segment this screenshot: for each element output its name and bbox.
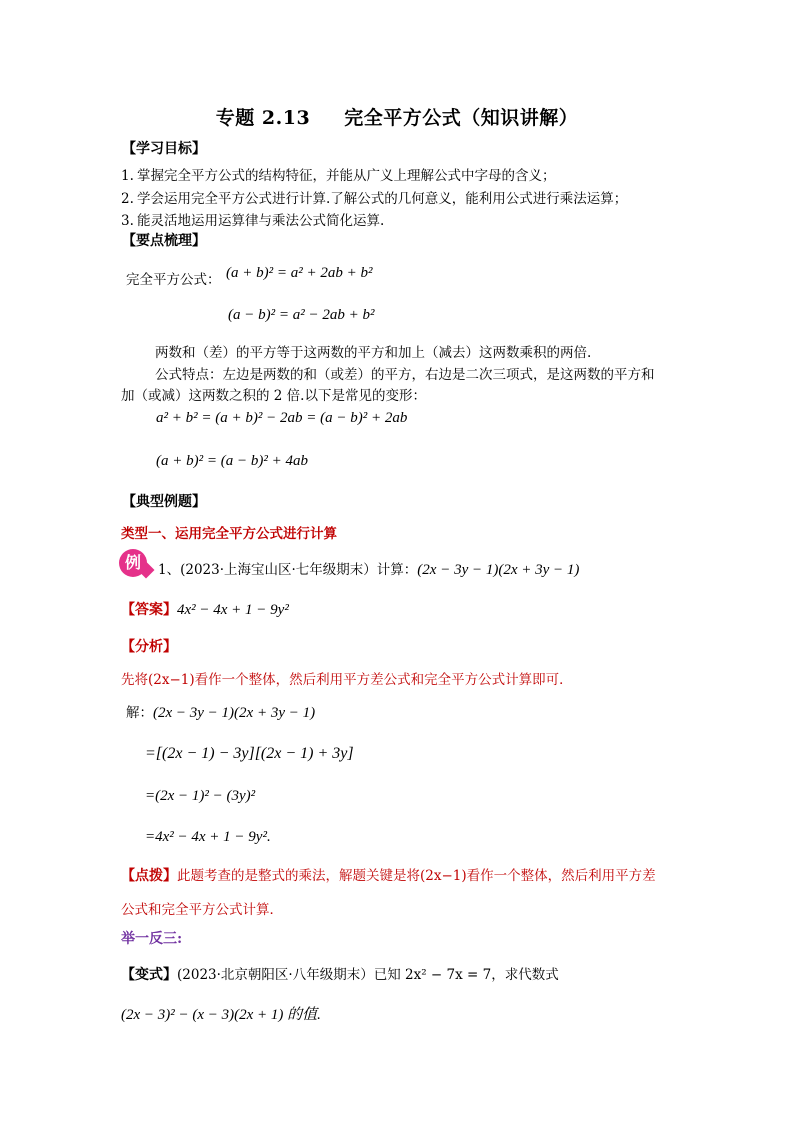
solution-line-3: =(2x − 1)² − (3y)²	[145, 788, 256, 804]
variant-expression: (2x − 3)² − (x − 3)(2x + 1) 的值.	[121, 1007, 321, 1023]
goal-item-1	[121, 164, 556, 184]
tip-text: 此题考查的是整式的乘法，解题关键是将(2x−1)看作一个整体，然后利用平方差	[177, 868, 656, 884]
solution-line-2: =[(2x − 1) − 3y][(2x − 1) + 3y]	[145, 745, 354, 762]
variant-label: 【变式】	[121, 967, 177, 983]
solution-line-1	[126, 701, 315, 722]
page-title	[0, 103, 794, 130]
practice-heading: 举一反三:	[121, 931, 183, 947]
variation-formula-1: a² + b² = (a + b)² − 2ab = (a − b)² + 2ab	[156, 410, 408, 426]
goal-text: 掌握完全平方公式的结构特征，并能从广义上理解公式中字母的含义；	[137, 168, 556, 184]
goal-text: 学会运用完全平方公式进行计算.了解公式的几何意义，能利用公式进行乘法运算；	[137, 191, 628, 207]
formula-sum-square: (a + b)² = a² + 2ab + b²	[226, 265, 373, 281]
variant-text: (2023·北京朝阳区·八年级期末）已知 2x² − 7x = 7，求代数式	[177, 967, 559, 983]
examples-heading: 【典型例题】	[122, 494, 206, 510]
variant-line-1	[121, 963, 559, 984]
tip-line-2: 公式和完全平方公式计算．	[121, 902, 283, 918]
answer-expression: 4x² − 4x + 1 − 9y²	[177, 602, 289, 618]
formula-features-line2: 加（或减）这两数之积的 2 倍.以下是常见的变形：	[121, 388, 426, 404]
analysis-label: 【分析】	[121, 639, 177, 655]
formula-diff-square: (a − b)² = a² − 2ab + b²	[228, 307, 375, 323]
formula-label: 完全平方公式：	[126, 272, 221, 288]
example-question	[158, 558, 579, 579]
goal-num: 2.	[121, 191, 134, 207]
answer-line	[121, 599, 289, 619]
tip-label: 【点拨】	[121, 868, 177, 884]
answer-label: 【答案】	[121, 602, 177, 618]
solution-expression: (2x − 3y − 1)(2x + 3y − 1)	[153, 705, 316, 721]
points-heading: 【要点梳理】	[122, 233, 206, 249]
question-expression: (2x − 3y − 1)(2x + 3y − 1)	[417, 562, 580, 578]
tip-line-1	[121, 864, 656, 885]
goal-item-3	[121, 209, 384, 229]
goals-heading: 【学习目标】	[122, 141, 206, 157]
goal-num: 3.	[121, 213, 134, 229]
title-number: 专题 2.13	[215, 107, 311, 129]
solution-line-4: =4x² − 4x + 1 − 9y².	[145, 829, 271, 845]
goal-text: 能灵活地运用运算律与乘法公式简化运算.	[137, 213, 385, 229]
variation-formula-2: (a + b)² = (a − b)² + 4ab	[156, 453, 308, 469]
solution-label: 解：	[126, 705, 153, 721]
goal-item-2	[121, 187, 627, 207]
title-text: 完全平方公式（知识讲解）	[344, 107, 579, 129]
goal-num: 1.	[121, 168, 134, 184]
type-one-heading: 类型一、运用完全平方公式进行计算	[121, 526, 337, 542]
variant-line-2	[121, 1003, 321, 1024]
formula-description: 两数和（差）的平方等于这两数的平方和加上（减去）这两数乘积的两倍.	[155, 345, 592, 361]
example-badge: 例	[119, 549, 147, 577]
analysis-text: 先将(2x−1)看作一个整体，然后利用平方差公式和完全平方公式计算即可．	[121, 672, 573, 688]
formula-features-line1: 公式特点：左边是两数的和（或差）的平方，右边是二次三项式，是这两数的平方和	[155, 367, 655, 383]
question-source: 1、(2023·上海宝山区·七年级期末）计算：	[158, 562, 418, 578]
